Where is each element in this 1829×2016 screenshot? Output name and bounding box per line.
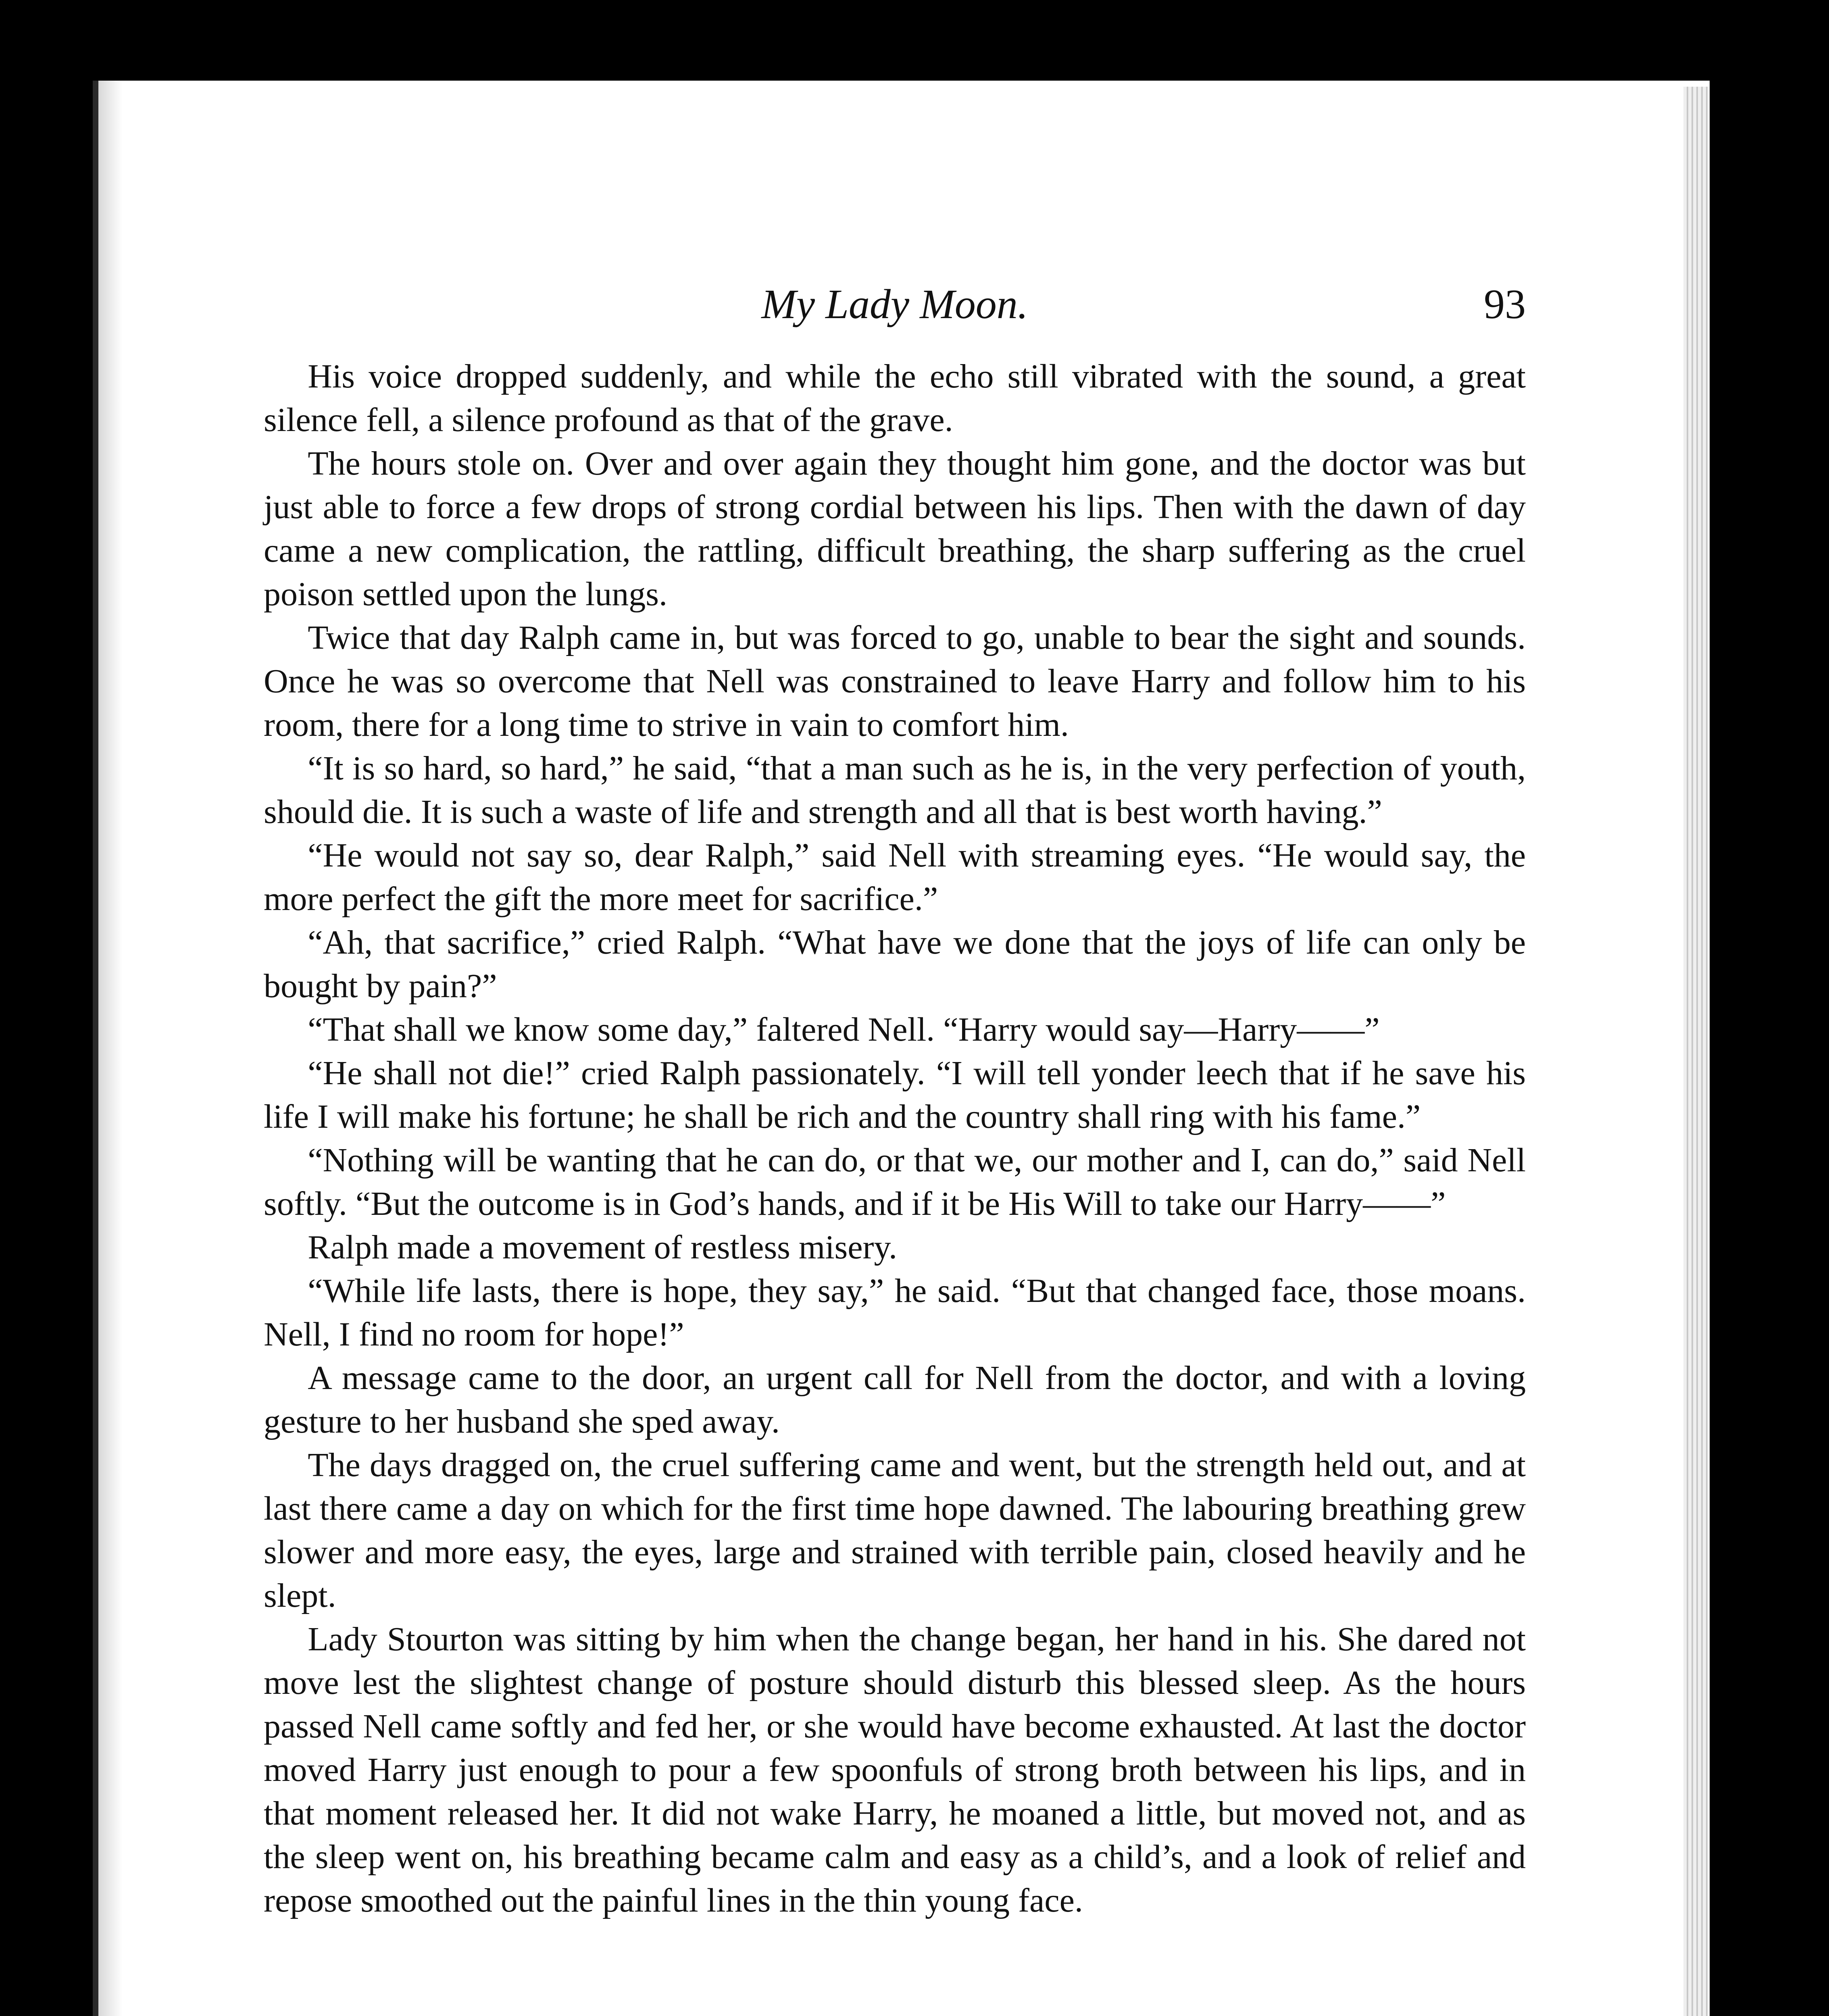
page-edge-stack — [1683, 87, 1708, 2016]
paragraph: “It is so hard, so hard,” he said, “that a man such as he is, in the very perfection of youth, should die. It is such a waste of life and strength and all that is best worth having.” — [264, 750, 1526, 831]
paragraph: A message came to the door, an urgent call for Nell from the doctor, and with a loving gesture to her husband she sped away. — [264, 1359, 1526, 1440]
page-number: 93 — [1484, 281, 1526, 327]
paragraph: The hours stole on. Over and over again they thought him gone, and the doctor was but just able to force a few drops of strong cordial between his lips. Then with the dawn of day came a new complication, the rattling, difficult breathing, the sharp suffering as the cruel poison settled upon the lungs. — [264, 445, 1526, 613]
paragraph: Ralph made a movement of restless misery. — [308, 1229, 898, 1266]
paragraph: Twice that day Ralph came in, but was forced to go, unable to bear the sight and sounds. Once he was so overcome that Nell was constrained to leave Harry and follow him to his room, there for a long time to strive in vain to comfort him. — [264, 619, 1526, 744]
spine-shadow — [98, 81, 123, 2016]
paragraph: “That shall we know some day,” faltered Nell. “Harry would say—Harry——” — [308, 1011, 1380, 1048]
paragraph: Lady Stourton was sitting by him when the change began, her hand in his. She dared not move lest the slightest change of posture should disturb this blessed sleep. As the hours passed Nell came softly and fed her, or she would have become exhausted. At last the doctor moved Harry just enough to pour a few spoonfuls of strong broth between his lips, and in that moment released her. It did not wake Harry, he moaned a little, but moved not, and as the sleep went on, his breathing became calm and easy as a child’s, and a look of relief and repose smoothed out the painful lines in the thin young face. — [264, 1620, 1526, 1919]
body-text — [264, 355, 1526, 1922]
paragraph: “While life lasts, there is hope, they say,” he said. “But that changed face, those moans. Nell, I find no room for hope!” — [264, 1272, 1526, 1353]
paragraph: “Ah, that sacrifice,” cried Ralph. “What have we done that the joys of life can only be bought by pain?” — [264, 924, 1526, 1005]
paragraph: The days dragged on, the cruel suffering came and went, but the strength held out, and at last there came a day on which for the first time hope dawned. The labouring breathing grew slower and more easy, the eyes, large and strained with terrible pain, closed heavily and he slept. — [264, 1446, 1526, 1614]
book-page — [93, 81, 1710, 2016]
paragraph: “He shall not die!” cried Ralph passionately. “I will tell yonder leech that if he save his life I will make his fortune; he shall be rich and the country shall ring with his fame.” — [264, 1054, 1526, 1135]
paragraph: His voice dropped suddenly, and while the echo still vibrated with the sound, a great silence fell, a silence profound as that of the grave. — [264, 358, 1526, 439]
running-head — [264, 270, 1526, 339]
paragraph: “Nothing will be wanting that he can do, or that we, our mother and I, can do,” said Nell softly. “But the outcome is in God’s hands, and if it be His Will to take our Harry——” — [264, 1141, 1526, 1223]
paragraph: “He would not say so, dear Ralph,” said Nell with streaming eyes. “He would say, the more perfect the gift the more meet for sacrifice.” — [264, 837, 1526, 918]
running-title: My Lady Moon. — [761, 281, 1028, 327]
